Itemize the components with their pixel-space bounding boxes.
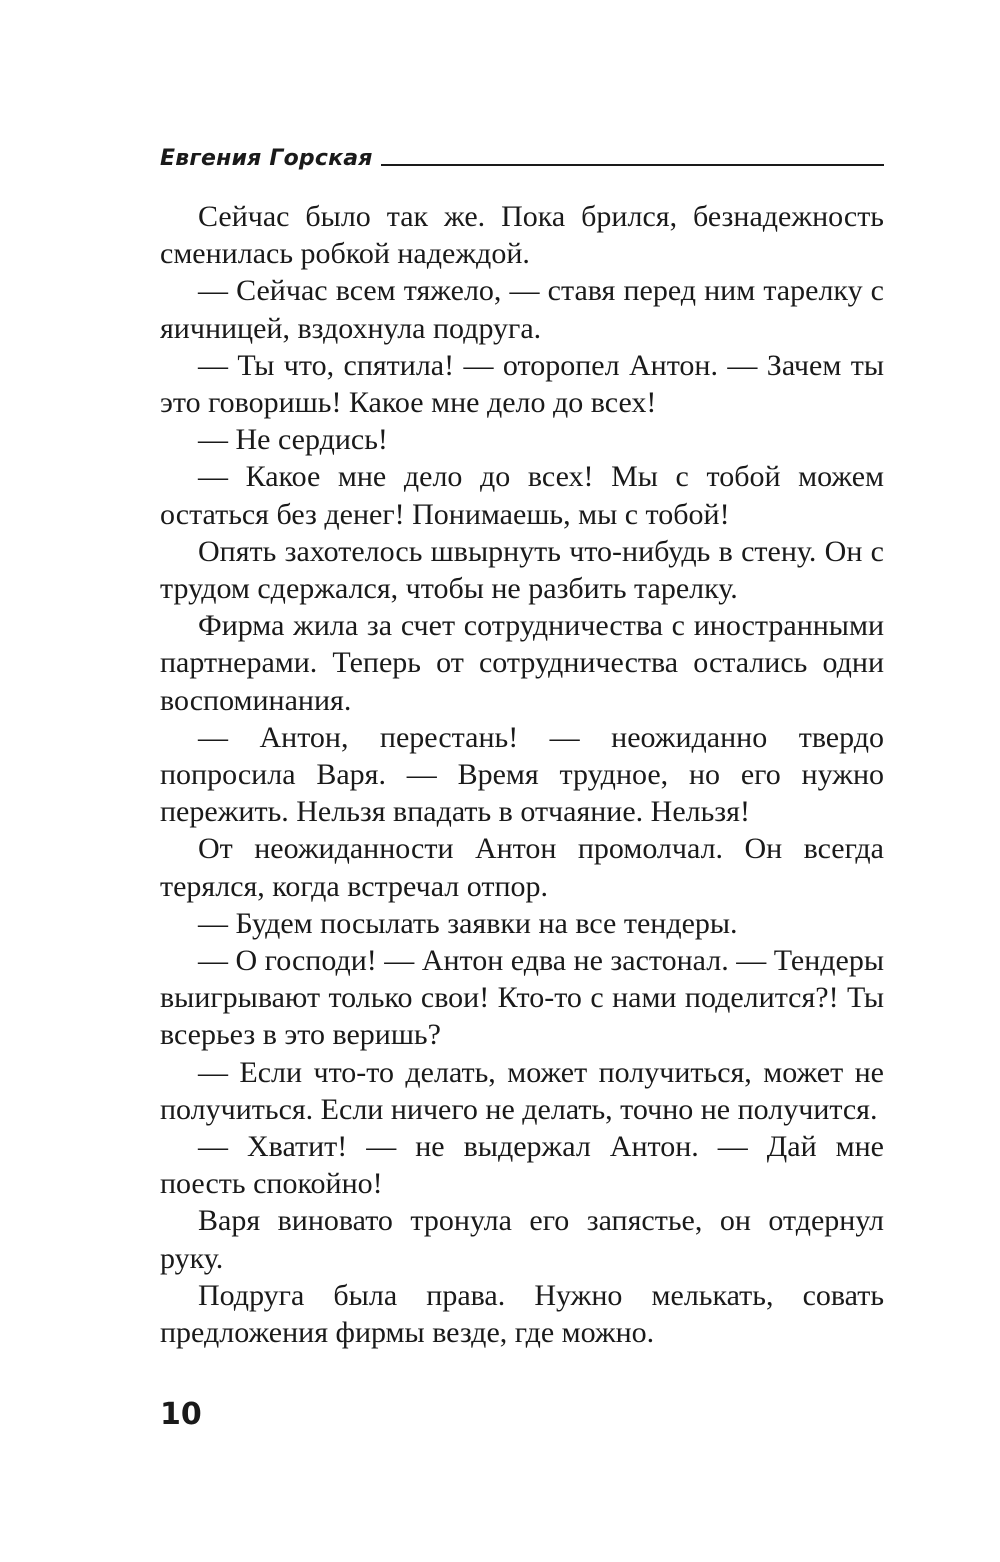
paragraph: — Хватит! — не выдержал Антон. — Дай мне поесть спокойно!	[160, 1130, 884, 1201]
paragraph: — Если что-то делать, может получиться, может не получиться. Если ничего не делать, точно не получится.	[160, 1055, 884, 1126]
paragraph: Сейчас было так же. Пока брился, безнадежность сменилась робкой надеждой.	[160, 200, 884, 271]
paragraph: — Какое мне дело до всех! Мы с тобой можем остаться без денег! Понимаешь, мы с тобой!	[160, 460, 884, 531]
paragraph: Подруга была права. Нужно мелькать, совать предложения фирмы везде, где можно.	[160, 1278, 884, 1350]
author-name: Евгения Горская	[160, 146, 373, 171]
paragraph: От неожиданности Антон промолчал. Он всегда терялся, когда встречал отпор.	[160, 832, 884, 903]
paragraph: — Будем посылать заявки на все тендеры.	[198, 906, 738, 940]
paragraph: — Ты что, спятила! — оторопел Антон. — Зачем ты это говоришь! Какое мне дело до всех!	[160, 348, 884, 420]
paragraph: Фирма жила за счет сотрудничества с иностранными партнерами. Теперь от сотрудничества остались одни воспоминания.	[160, 609, 884, 717]
paragraph: — Сейчас всем тяжело, — ставя перед ним тарелку с яичницей, вздохнула подруга.	[160, 274, 884, 345]
page-number: 10	[160, 1397, 202, 1432]
paragraph: — Антон, перестань! — неожиданно твердо попросила Варя. — Время трудное, но его нужно пережить. Нельзя впадать в отчаяние. Нельзя!	[160, 720, 884, 829]
header-rule	[381, 164, 884, 166]
paragraph: Опять захотелось швырнуть что-нибудь в стену. Он с трудом сдержался, чтобы не разбить тарелку.	[160, 534, 884, 606]
running-head	[160, 142, 884, 172]
paragraph: Варя виновато тронула его запястье, он отдернул руку.	[160, 1204, 884, 1275]
paragraph: — Не сердись!	[198, 423, 388, 457]
paragraph: — О господи! — Антон едва не застонал. — Тендеры выигрывают только свои! Кто-то с нами поделится?! Ты всерьез в это веришь?	[160, 944, 885, 1052]
body-text	[160, 198, 884, 1351]
